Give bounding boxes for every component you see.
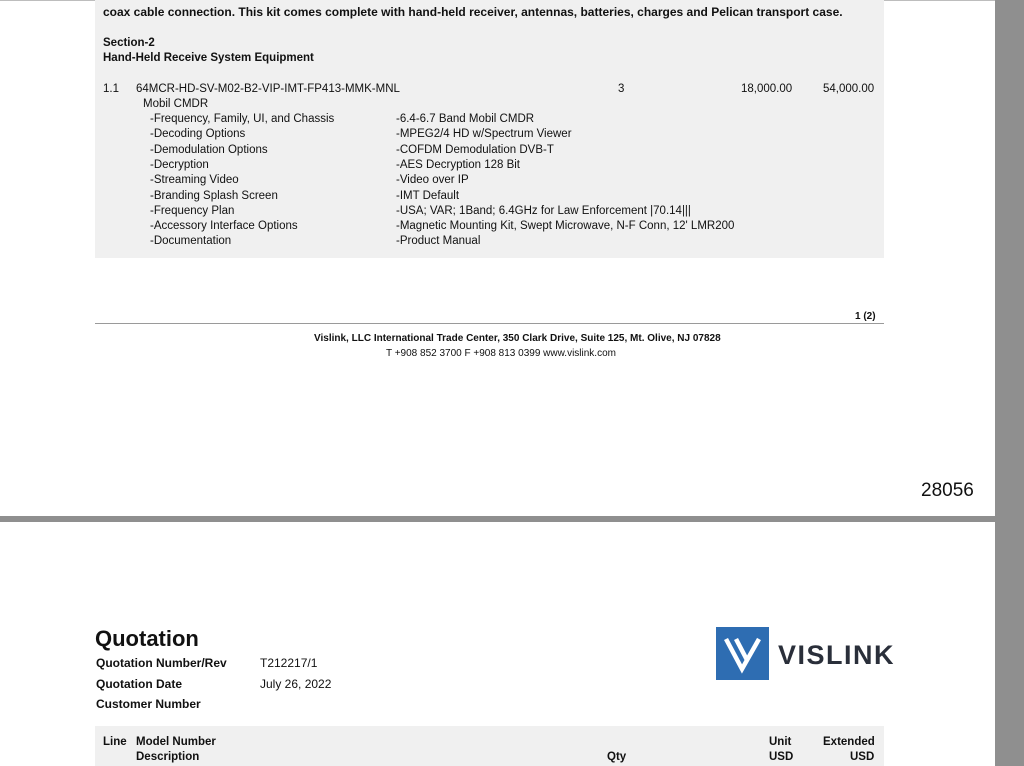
option-value: -USA; VAR; 1Band; 6.4GHz for Law Enforcement |70.14||| (396, 204, 691, 217)
option-label: -Documentation (150, 235, 232, 248)
intro-text-tail: coax cable connection. This kit comes complete with hand-held receiver, antennas, batteries, charges and Pelican transport case. (103, 5, 843, 19)
option-label: -Frequency, Family, UI, and Chassis (150, 113, 335, 125)
option-value: -IMT Default (396, 189, 460, 202)
table-header-qty: Qty (607, 751, 627, 763)
side-page-number: 28056 (921, 480, 974, 501)
footer-divider (95, 323, 884, 324)
option-value: -Magnetic Mounting Kit, Swept Microwave, N-F Conn, 12' LMR200 (396, 220, 735, 233)
customer-number-label: Customer Number (96, 697, 201, 711)
quotation-date-value: July 26, 2022 (260, 677, 332, 691)
table-header-unit-currency: USD (769, 751, 794, 763)
vislink-v-mark-icon (716, 627, 769, 680)
table-header-extended-currency: USD (850, 751, 875, 763)
quotation-number-value: T212217/1 (260, 656, 318, 670)
option-label: -Frequency Plan (150, 204, 235, 217)
item-extended-price: 54,000.00 (823, 83, 875, 95)
table-header-extended: Extended (823, 736, 875, 748)
footer-address: Vislink, LLC International Trade Center, 350 Clark Drive, Suite 125, Mt. Olive, NJ 07828 (314, 333, 721, 344)
table-header-unit: Unit (769, 736, 792, 748)
viewer-gutter-right (995, 0, 1024, 766)
option-label: -Accessory Interface Options (150, 220, 298, 233)
option-value: -AES Decryption 128 Bit (396, 158, 521, 171)
vislink-logo-text: VISLINK (778, 640, 896, 670)
item-model-number: 64MCR-HD-SV-M02-B2-VIP-IMT-FP413-MMK-MNL (136, 83, 400, 95)
option-value: -Video over IP (396, 174, 469, 187)
item-line-number: 1.1 (103, 83, 119, 95)
option-value: -6.4-6.7 Band Mobil CMDR (396, 113, 535, 125)
table-header-description: Description (136, 751, 200, 763)
option-value: -Product Manual (396, 235, 481, 248)
quotation-date-label: Quotation Date (96, 677, 182, 691)
item-qty: 3 (618, 83, 625, 95)
option-value: -MPEG2/4 HD w/Spectrum Viewer (396, 128, 572, 141)
table-header-model: Model Number (136, 736, 216, 748)
section-number: Section-2 (103, 37, 155, 49)
section-title: Hand-Held Receive System Equipment (103, 52, 314, 64)
table-header-line: Line (103, 736, 127, 748)
option-label: -Branding Splash Screen (150, 189, 278, 202)
option-label: -Streaming Video (150, 174, 239, 187)
quotation-number-label: Quotation Number/Rev (96, 656, 227, 670)
item-unit-price: 18,000.00 (741, 83, 793, 95)
footer-contact: T +908 852 3700 F +908 813 0399 www.vislink.com (386, 348, 616, 359)
option-value: -COFDM Demodulation DVB-T (396, 143, 554, 156)
option-label: -Demodulation Options (150, 143, 268, 156)
option-label: -Decryption (150, 158, 209, 171)
item-description: Mobil CMDR (143, 98, 209, 110)
option-label: -Decoding Options (150, 128, 246, 141)
page-indicator: 1 (2) (855, 311, 876, 322)
quotation-title: Quotation (95, 626, 199, 651)
